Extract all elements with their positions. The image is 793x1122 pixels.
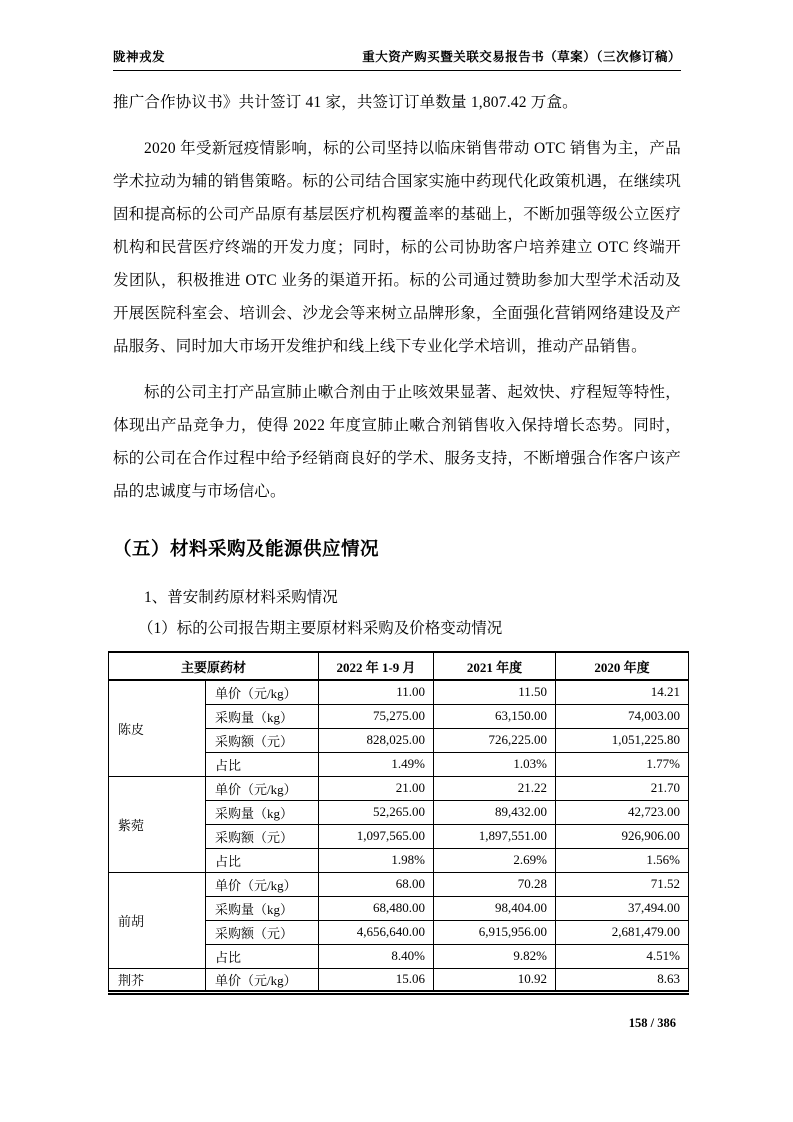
- metric-label-cell: 占比: [206, 944, 319, 968]
- value-cell: 8.63: [556, 968, 689, 992]
- column-header-2021: 2021 年度: [434, 652, 556, 680]
- value-cell: 21.22: [434, 776, 556, 800]
- metric-label-cell: 单价（元/kg）: [206, 968, 319, 992]
- value-cell: 68,480.00: [319, 896, 434, 920]
- metric-label-cell: 采购额（元）: [206, 728, 319, 752]
- value-cell: 37,494.00: [556, 896, 689, 920]
- section-heading: （五）材料采购及能源供应情况: [113, 538, 380, 559]
- value-cell: 11.50: [434, 680, 556, 704]
- metric-label-cell: 占比: [206, 848, 319, 872]
- metric-label-cell: 单价（元/kg）: [206, 872, 319, 896]
- value-cell: 926,906.00: [556, 824, 689, 848]
- column-header-material: 主要原药材: [109, 652, 319, 680]
- value-cell: 42,723.00: [556, 800, 689, 824]
- value-cell: 89,432.00: [434, 800, 556, 824]
- value-cell: 4.51%: [556, 944, 689, 968]
- value-cell: 21.00: [319, 776, 434, 800]
- page-number: 158 / 386: [628, 1015, 676, 1030]
- paragraph-sales-strategy: 2020 年受新冠疫情影响，标的公司坚持以临床销售带动 OTC 销售为主，产品学术拉动为辅的销售策略。标的公司结合国家实施中药现代化政策机遇，在继续巩固和提高标的公司产品原有基层医疗机构覆盖率的基础上，不断加强等级公立医疗机构和民营医疗终端的开发力度；同时，标的公司协助客户培养建立 OTC 终端开发团队，积极推进 OTC 业务的渠道开拓。标的公司通过赞助参加大型学术活动及开展医院科室会、培训会、沙龙会等来树立品牌形象，全面强化营销网络建设及产品服务、同时加大市场开发维护和线上线下专业化学术培训，推动产品销售。: [113, 140, 681, 355]
- materials-table-body: [109, 680, 689, 992]
- paragraph-product-competitiveness: 标的公司主打产品宣肺止嗽合剂由于止咳效果显著、起效快、疗程短等特性，体现出产品竞争力，使得 2022 年度宣肺止嗽合剂销售收入保持增长态势。同时，标的公司在合作过程中给予经销商良好的学术、服务支持，不断增强合作客户该产品的忠诚度与市场信心。: [113, 384, 681, 500]
- metric-label-cell: 占比: [206, 752, 319, 776]
- material-name-cell: 荆芥: [109, 968, 206, 992]
- value-cell: 828,025.00: [319, 728, 434, 752]
- metric-label-cell: 采购额（元）: [206, 920, 319, 944]
- metric-label-cell: 单价（元/kg）: [206, 680, 319, 704]
- column-header-2022: 2022 年 1-9 月: [319, 652, 434, 680]
- value-cell: 1.56%: [556, 848, 689, 872]
- table-row: [109, 968, 689, 992]
- document-header: [113, 47, 681, 71]
- table-row: [109, 872, 689, 896]
- value-cell: 70.28: [434, 872, 556, 896]
- value-cell: 2.69%: [434, 848, 556, 872]
- value-cell: 98,404.00: [434, 896, 556, 920]
- table-header-row: [109, 652, 689, 680]
- metric-label-cell: 单价（元/kg）: [206, 776, 319, 800]
- material-name-cell: 陈皮: [109, 680, 206, 776]
- sub-heading-level2: （1）标的公司报告期主要原材料采购及价格变动情况: [138, 620, 503, 637]
- metric-label-cell: 采购额（元）: [206, 824, 319, 848]
- value-cell: 10.92: [434, 968, 556, 992]
- header-document-title: 重大资产购买暨关联交易报告书（草案）（三次修订稿）: [362, 50, 681, 64]
- value-cell: 71.52: [556, 872, 689, 896]
- material-name-cell: 前胡: [109, 872, 206, 968]
- value-cell: 14.21: [556, 680, 689, 704]
- value-cell: 63,150.00: [434, 704, 556, 728]
- value-cell: 1,897,551.00: [434, 824, 556, 848]
- value-cell: 11.00: [319, 680, 434, 704]
- value-cell: 4,656,640.00: [319, 920, 434, 944]
- paragraph-continued: 推广合作协议书》共计签订 41 家，共签订订单数量 1,807.42 万盒。: [113, 94, 578, 111]
- value-cell: 52,265.00: [319, 800, 434, 824]
- value-cell: 8.40%: [319, 944, 434, 968]
- value-cell: 68.00: [319, 872, 434, 896]
- value-cell: 75,275.00: [319, 704, 434, 728]
- value-cell: 1.03%: [434, 752, 556, 776]
- table-row: [109, 680, 689, 704]
- value-cell: 9.82%: [434, 944, 556, 968]
- metric-label-cell: 采购量（kg）: [206, 704, 319, 728]
- value-cell: 1.77%: [556, 752, 689, 776]
- value-cell: 15.06: [319, 968, 434, 992]
- sub-heading-level1: 1、普安制药原材料采购情况: [144, 589, 338, 606]
- value-cell: 6,915,956.00: [434, 920, 556, 944]
- value-cell: 2,681,479.00: [556, 920, 689, 944]
- value-cell: 21.70: [556, 776, 689, 800]
- value-cell: 74,003.00: [556, 704, 689, 728]
- material-name-cell: 紫菀: [109, 776, 206, 872]
- value-cell: 1,051,225.80: [556, 728, 689, 752]
- materials-table: [108, 651, 689, 995]
- value-cell: 726,225.00: [434, 728, 556, 752]
- metric-label-cell: 采购量（kg）: [206, 800, 319, 824]
- value-cell: 1.49%: [319, 752, 434, 776]
- table-row: [109, 776, 689, 800]
- value-cell: 1,097,565.00: [319, 824, 434, 848]
- value-cell: 1.98%: [319, 848, 434, 872]
- header-company-name: 陇神戎发: [113, 50, 166, 64]
- column-header-2020: 2020 年度: [556, 652, 689, 680]
- metric-label-cell: 采购量（kg）: [206, 896, 319, 920]
